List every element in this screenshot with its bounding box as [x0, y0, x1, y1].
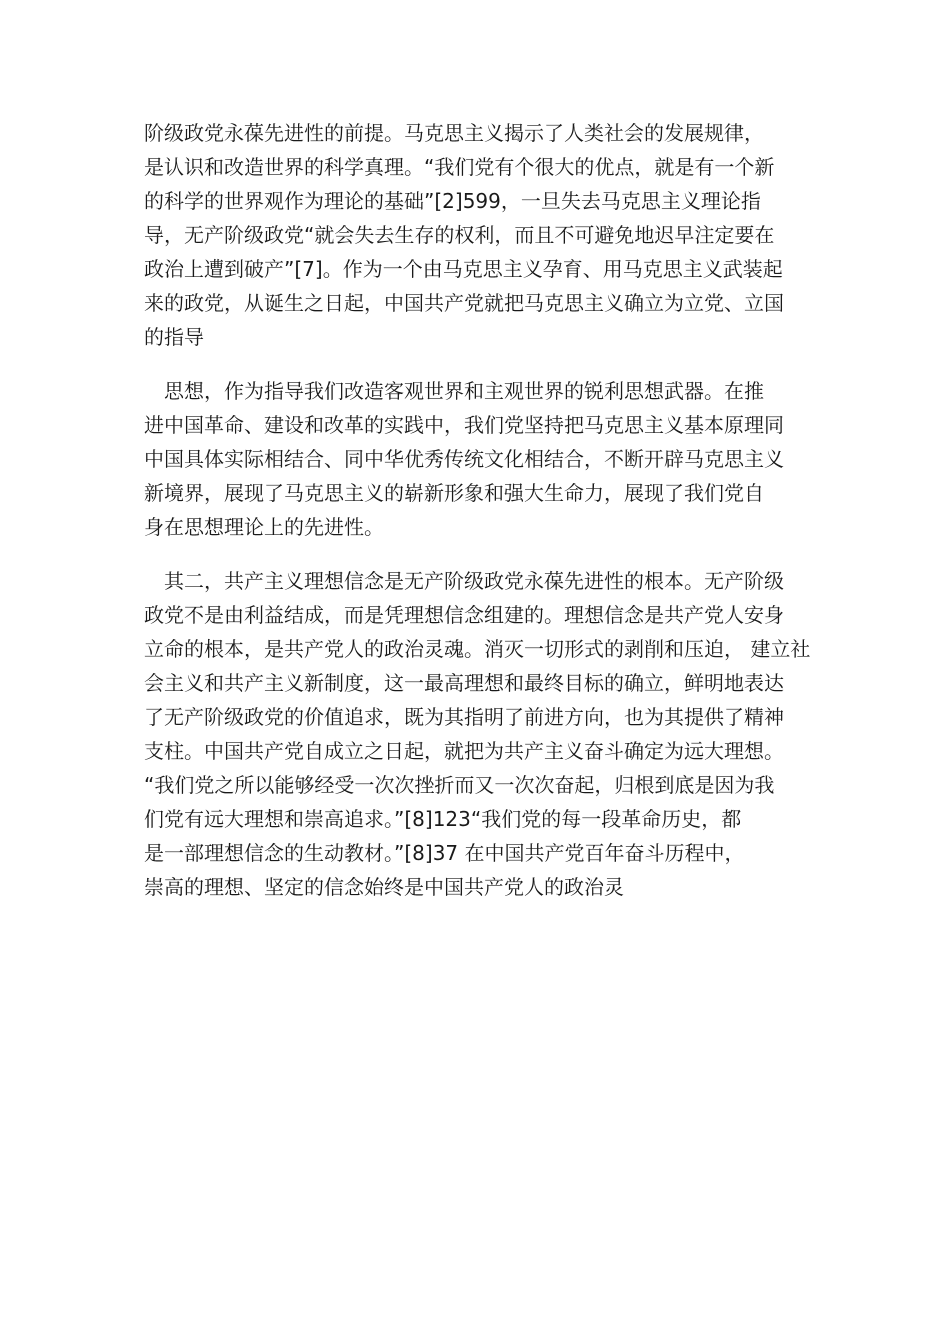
paragraph-2 — [144, 374, 824, 544]
text-line: 的科学的世界观作为理论的基础”[2]599，一旦失去马克思主义理论指 — [144, 189, 761, 213]
text-line: 导，无产阶级政党“就会失去生存的权利，而且不可避免地迟早注定要在 — [144, 223, 775, 247]
text-line: “我们党之所以能够经受一次次挫折而又一次次奋起，归根到底是因为我 — [144, 773, 775, 797]
text-line: 其二，共产主义理想信念是无产阶级政党永葆先进性的根本。无产阶级 — [144, 569, 784, 593]
text-line: 政治上遭到破产”[7]。作为一个由马克思主义孕育、用马克思主义武装起 — [144, 257, 783, 281]
paragraph-3 — [144, 564, 824, 904]
text-line: 是认识和改造世界的科学真理。“我们党有个很大的优点，就是有一个新 — [144, 155, 775, 179]
text-line: 了无产阶级政党的价值追求，既为其指明了前进方向，也为其提供了精神 — [144, 705, 784, 729]
text-line: 身在思想理论上的先进性。 — [144, 515, 384, 539]
text-line: 立命的根本，是共产党人的政治灵魂。消灭一切形式的剥削和压迫， 建立社 — [144, 637, 811, 661]
text-line: 支柱。中国共产党自成立之日起，就把为共产主义奋斗确定为远大理想。 — [144, 739, 784, 763]
text-line: 崇高的理想、坚定的信念始终是中国共产党人的政治灵 — [144, 875, 624, 899]
text-line: 新境界，展现了马克思主义的崭新形象和强大生命力，展现了我们党自 — [144, 481, 764, 505]
text-line: 的指导 — [144, 325, 204, 349]
text-line: 进中国革命、建设和改革的实践中，我们党坚持把马克思主义基本原理同 — [144, 413, 784, 437]
text-line: 会主义和共产主义新制度，这一最高理想和最终目标的确立，鲜明地表达 — [144, 671, 784, 695]
paragraph-1 — [144, 116, 824, 354]
text-line: 是一部理想信念的生动教材。”[8]37 在中国共产党百年奋斗历程中， — [144, 841, 745, 865]
text-line: 来的政党，从诞生之日起，中国共产党就把马克思主义确立为立党、立国 — [144, 291, 784, 315]
text-line: 思想，作为指导我们改造客观世界和主观世界的锐利思想武器。在推 — [144, 379, 764, 403]
text-line: 政党不是由利益结成，而是凭理想信念组建的。理想信念是共产党人安身 — [144, 603, 784, 627]
text-line: 阶级政党永葆先进性的前提。马克思主义揭示了人类社会的发展规律， — [144, 121, 764, 145]
text-line: 中国具体实际相结合、同中华优秀传统文化相结合，不断开辟马克思主义 — [144, 447, 784, 471]
text-line: 们党有远大理想和崇高追求。”[8]123“我们党的每一段革命历史，都 — [144, 807, 742, 831]
